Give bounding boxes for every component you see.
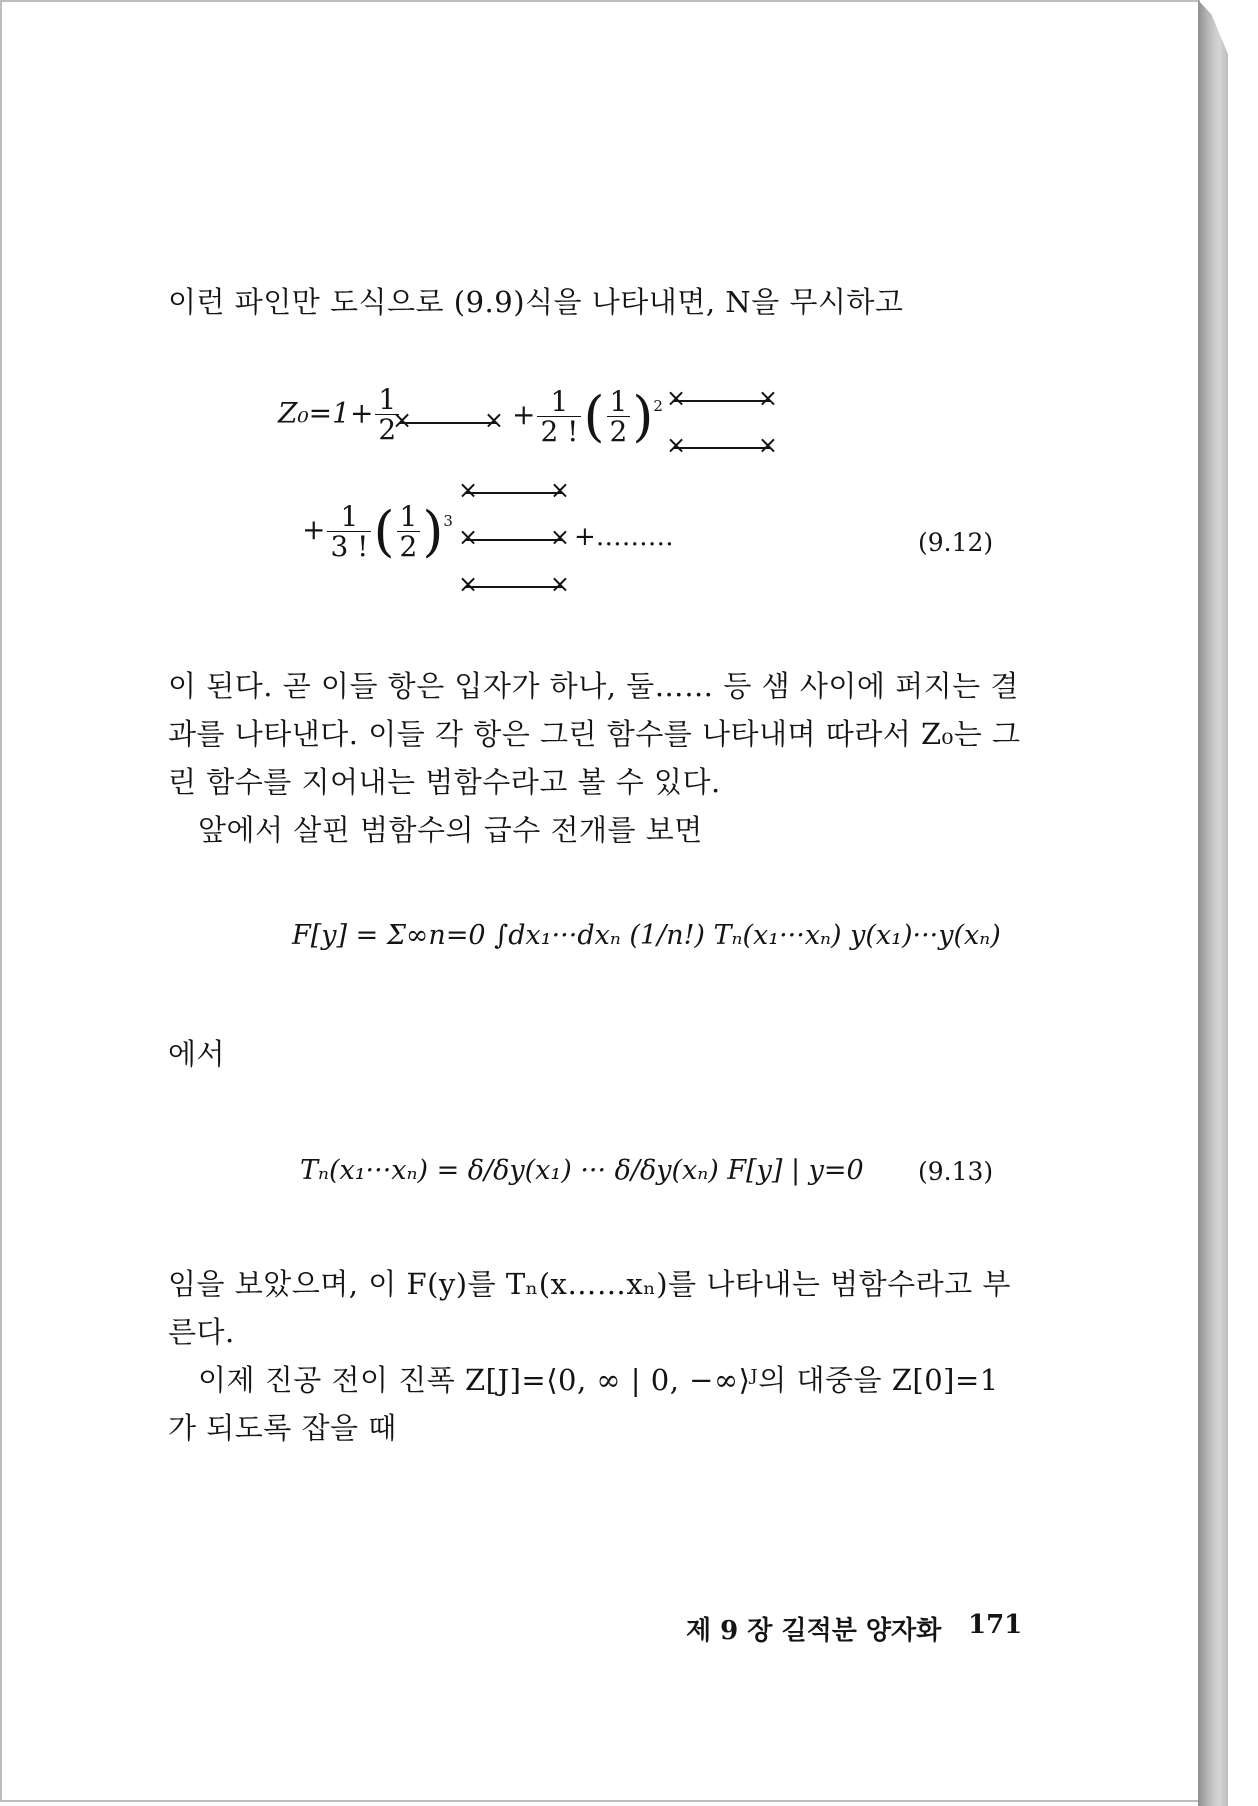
propagator-line-1: × ×: [392, 406, 504, 434]
paragraph-4-line-2: 가 되도록 잡을 때: [168, 1411, 397, 1445]
running-footer-chapter: 제 9 장 길적분 양자화: [686, 1616, 942, 1646]
equation-green-function: Tₙ(x₁···xₙ) = δ/δy(x₁) ··· δ/δy(xₙ) F[y] | y=0: [300, 1155, 864, 1186]
paragraph-2-line-1: 앞에서 살핀 범함수의 급수 전개를 보면: [198, 813, 703, 847]
page-edge-shadow: [1198, 0, 1228, 1806]
fraction-one-over-3-factorial: $\frac{1}{3 !}$: [327, 502, 371, 562]
paragraph-3-line-2: 른다.: [168, 1315, 235, 1349]
equation-label-9-13: (9.13): [918, 1157, 994, 1186]
equation-9-12-line2: + $\frac{1}{3 !}$ ( $\frac{1}{2}$ )$^3$: [302, 499, 453, 563]
fraction-half-3: $\frac{1}{2}$: [397, 502, 421, 562]
paragraph-3-line-1: 임을 보았으며, 이 F(y)를 Tₙ(x……xₙ)를 나타내는 범함수라고 부: [168, 1267, 1011, 1301]
equation-functional-expansion: F[y] = Σ∞n=0 ∫dx₁···dxₙ (1/n!) Tₙ(x₁···xₙ) y(x₁)···y(xₙ): [292, 920, 1001, 951]
fraction-one-over-2-factorial: $\frac{1}{2 !}$: [537, 387, 581, 447]
equation-9-12-tail: +………: [574, 522, 674, 552]
intro-line: 이런 파인만 도식으로 (9.9)식을 나타내면, N을 무시하고: [168, 285, 904, 319]
equation-9-12-line1: [278, 385, 401, 445]
propagator-line-3a: × ×: [458, 476, 570, 504]
paragraph-1-line-3: 린 함수를 지어내는 범함수라고 볼 수 있다.: [168, 765, 721, 799]
propagator-line-2b: × ×: [666, 431, 778, 459]
propagator-line-3c: × ×: [458, 570, 570, 598]
paragraph-1-line-2: 과를 나타낸다. 이들 각 항은 그린 함수를 나타내며 따라서 Z₀는 그: [168, 717, 1021, 751]
word-eseo: 에서: [168, 1037, 226, 1071]
equation-label-9-12: (9.12): [918, 528, 994, 557]
paragraph-1-line-1: 이 된다. 곧 이들 항은 입자가 하나, 둘…… 등 샘 사이에 퍼지는 결: [168, 669, 1019, 703]
propagator-line-3b: × ×: [458, 523, 570, 551]
fraction-half-2: $\frac{1}{2}$: [607, 387, 631, 447]
equation-9-12-term2: + $\frac{1}{2 !}$ ( $\frac{1}{2}$ )$^2$: [512, 384, 663, 448]
eq-z0: Z₀=1+: [278, 396, 374, 430]
propagator-line-2a: × ×: [666, 384, 778, 412]
fraction-half: $\frac{1}{2}$: [375, 385, 399, 445]
paragraph-4-line-1: 이제 진공 전이 진폭 Z[J]=⟨0, ∞ | 0, −∞⟩ᴶ의 대중을 Z[0]=1: [198, 1363, 999, 1397]
page-number: 171: [968, 1610, 1023, 1640]
